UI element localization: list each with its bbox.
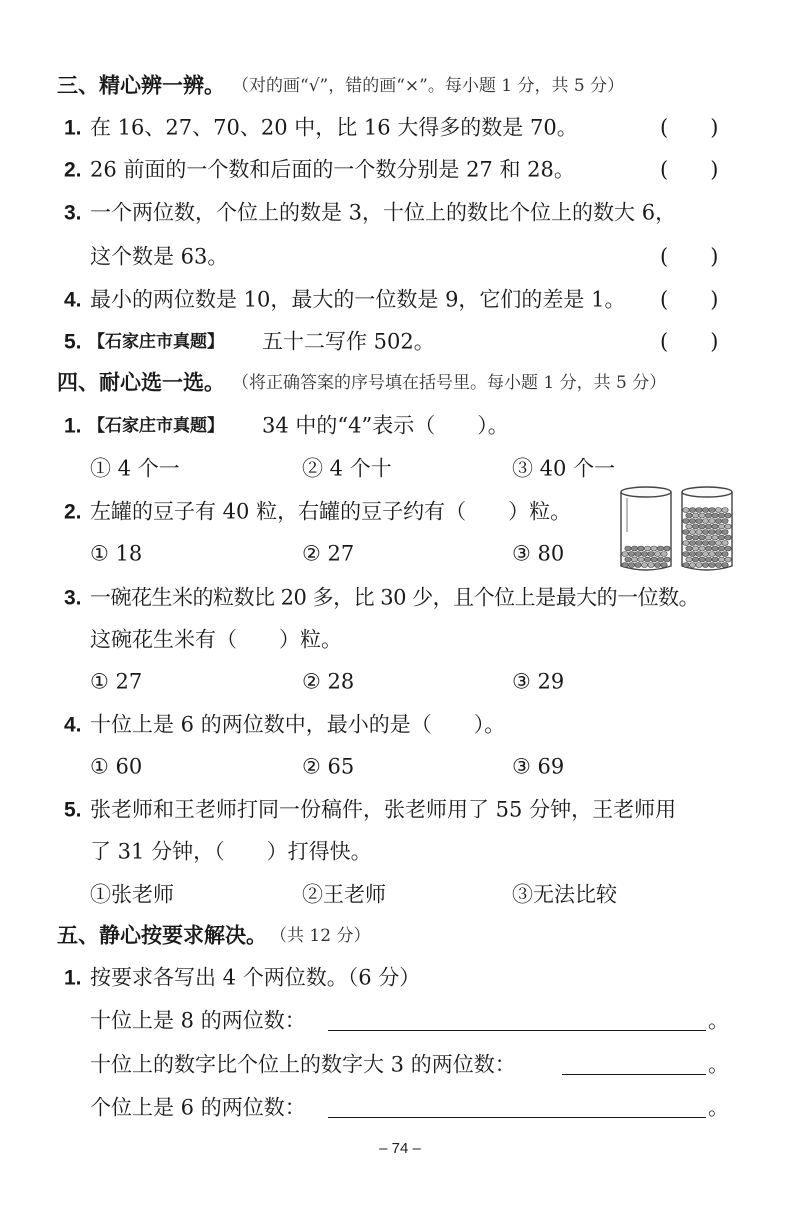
s3-item-5-text: 五十二写作 502。 — [262, 329, 435, 354]
bean — [622, 552, 628, 557]
bean — [705, 524, 711, 529]
s4-item-1-num: 1. — [64, 414, 82, 438]
bean — [696, 552, 702, 557]
s4-item-2-option-3[interactable]: ③ 80 — [512, 541, 565, 566]
bean — [683, 541, 689, 546]
bean — [683, 519, 689, 524]
s5-prompt-3 — [0, 1088, 800, 1128]
bean — [628, 563, 634, 568]
bean — [664, 557, 670, 562]
section5-heading: 五、静心按要求解决。 — [57, 923, 267, 948]
bean — [722, 563, 728, 568]
bean — [709, 508, 715, 513]
bean — [702, 563, 708, 568]
bean — [692, 513, 698, 518]
s5-prompt-1 — [0, 1001, 800, 1041]
s3-item-3-text2: 这个数是 63。 — [90, 244, 229, 269]
s3-item-4-text: 最小的两位数是 10，最大的一位数是 9，它们的差是 1。 — [90, 287, 626, 312]
s4-item-5-option-2[interactable]: ②王老师 — [302, 882, 386, 907]
s4-item-3-num: 3. — [64, 586, 82, 610]
bean — [661, 552, 667, 557]
bean — [635, 552, 641, 557]
bean — [699, 535, 705, 540]
bean — [683, 530, 689, 535]
s4-item-5-option-3[interactable]: ③无法比较 — [512, 882, 617, 907]
bean — [651, 557, 657, 562]
s4-item-2-option-2[interactable]: ② 27 — [302, 541, 355, 566]
s5-item-1-num: 1. — [64, 966, 82, 990]
s4-item-5-text: 张老师和王老师打同一份稿件，张老师用了 55 分钟，王老师用 — [90, 797, 677, 822]
bean — [651, 546, 657, 551]
s4-item-4-text: 十位上是 6 的两位数中，最小的是（ ）。 — [90, 712, 506, 737]
bean — [712, 513, 718, 518]
bean — [692, 557, 698, 562]
s5-prompt-3-label: 个位上是 6 的两位数： — [90, 1095, 306, 1120]
s3-item-4 — [0, 280, 800, 320]
s4-item-1 — [0, 406, 800, 446]
section4-heading: 四、耐心选一选。 — [57, 370, 225, 395]
bean — [661, 563, 667, 568]
bean — [722, 530, 728, 535]
s4-item-5-cont — [0, 832, 800, 872]
left-jar-beans — [622, 546, 670, 568]
left-jar — [621, 487, 671, 570]
bean — [657, 557, 663, 562]
s4-item-1-text: 34 中的“4”表示（ ）。 — [262, 413, 509, 438]
s4-item-3-option-1[interactable]: ① 27 — [90, 669, 143, 694]
bean — [712, 524, 718, 529]
s3-item-4-num: 4. — [64, 288, 82, 312]
s3-item-3-text: 一个两位数，个位上的数是 3，十位上的数比个位上的数大 6， — [90, 200, 677, 225]
s5-prompt-2-label: 十位上的数字比个位上的数字大 3 的两位数： — [90, 1052, 516, 1077]
bean — [635, 563, 641, 568]
bean — [686, 524, 692, 529]
bean — [683, 563, 689, 568]
section4-header — [0, 363, 800, 403]
s4-item-3-option-3[interactable]: ③ 29 — [512, 669, 565, 694]
bean — [641, 563, 647, 568]
bean — [683, 508, 689, 513]
section5-header — [0, 916, 800, 956]
bean — [628, 552, 634, 557]
bean — [722, 519, 728, 524]
bean — [699, 524, 705, 529]
bean — [705, 513, 711, 518]
s3-item-3-answer-paren[interactable]: ( ) — [660, 244, 719, 269]
bean — [709, 541, 715, 546]
bean — [699, 513, 705, 518]
s5-item-1 — [0, 958, 800, 998]
s4-item-5 — [0, 790, 800, 830]
section5-note: （共 12 分） — [270, 925, 371, 946]
s5-prompt-2-period: 。 — [708, 1052, 729, 1077]
s3-item-5-num: 5. — [64, 330, 82, 354]
s5-item-1-text: 按要求各写出 4 个两位数。（6 分） — [90, 965, 421, 990]
s4-item-2-text: 左罐的豆子有 40 粒，右罐的豆子约有（ ）粒。 — [90, 499, 572, 524]
bean — [641, 552, 647, 557]
s3-item-5-source-tag: 【石家庄市真题】 — [88, 331, 224, 352]
s4-item-5-option-1[interactable]: ①张老师 — [90, 882, 174, 907]
s3-item-1 — [0, 108, 800, 148]
s4-item-3-cont — [0, 620, 800, 660]
right-jar — [682, 487, 732, 570]
s3-item-1-num: 1. — [64, 116, 82, 140]
s5-answer-line-1[interactable] — [328, 1030, 706, 1031]
bean — [689, 508, 695, 513]
bean — [648, 563, 654, 568]
bean — [715, 508, 721, 513]
s3-item-3-num: 3. — [64, 201, 82, 225]
bean — [692, 524, 698, 529]
bean — [709, 530, 715, 535]
s4-item-3-options — [0, 662, 800, 702]
bean — [709, 563, 715, 568]
bean — [725, 557, 731, 562]
right-jar-beans — [683, 508, 731, 568]
bean — [715, 519, 721, 524]
bean — [686, 557, 692, 562]
bean — [709, 552, 715, 557]
bean — [689, 541, 695, 546]
bean — [686, 535, 692, 540]
bean — [715, 530, 721, 535]
bean — [696, 508, 702, 513]
bean — [715, 541, 721, 546]
s4-item-1-option-3[interactable]: ③ 40 个一 — [512, 456, 616, 481]
bean — [718, 535, 724, 540]
bean — [702, 508, 708, 513]
bean — [722, 552, 728, 557]
s4-item-1-options — [0, 449, 800, 489]
bean — [725, 535, 731, 540]
bean — [705, 546, 711, 551]
bean — [644, 546, 650, 551]
s3-item-2-answer-paren[interactable]: ( ) — [660, 157, 719, 182]
s3-item-1-text: 在 16、27、70、20 中，比 16 大得多的数是 70。 — [90, 115, 578, 140]
bean — [625, 557, 631, 562]
s4-item-1-option-2[interactable]: ② 4 个十 — [302, 456, 392, 481]
bean — [689, 563, 695, 568]
bean — [654, 552, 660, 557]
bean — [631, 557, 637, 562]
s4-item-4 — [0, 705, 800, 745]
s4-item-2-option-1[interactable]: ① 18 — [90, 541, 143, 566]
s4-item-4-num: 4. — [64, 713, 82, 737]
s3-item-2-num: 2. — [64, 158, 82, 182]
bean — [705, 535, 711, 540]
bean — [702, 530, 708, 535]
s4-item-4-options — [0, 747, 800, 787]
bean — [654, 563, 660, 568]
bean — [631, 546, 637, 551]
bean — [683, 552, 689, 557]
s4-item-2-num: 2. — [64, 500, 82, 524]
s3-item-5 — [0, 322, 800, 362]
bean — [725, 513, 731, 518]
s4-item-5-num: 5. — [64, 798, 82, 822]
bean — [644, 557, 650, 562]
bean — [712, 546, 718, 551]
s4-item-4-option-3[interactable]: ③ 69 — [512, 754, 565, 779]
bean — [689, 530, 695, 535]
bean — [702, 519, 708, 524]
bean — [622, 563, 628, 568]
bean — [699, 557, 705, 562]
bean — [709, 519, 715, 524]
bean — [705, 557, 711, 562]
s3-item-2-text: 26 前面的一个数和后面的一个数分别是 27 和 28。 — [90, 157, 575, 182]
bean-jars-illustration — [618, 484, 738, 576]
bean — [718, 513, 724, 518]
s5-prompt-3-period: 。 — [708, 1095, 729, 1120]
s4-item-3-text2: 这碗花生米有（ ）粒。 — [90, 627, 342, 652]
s3-item-3 — [0, 193, 800, 233]
bean — [702, 541, 708, 546]
bean — [686, 513, 692, 518]
bean — [696, 530, 702, 535]
s4-item-1-source-tag: 【石家庄市真题】 — [88, 415, 224, 436]
s5-prompt-2 — [0, 1045, 800, 1085]
s3-item-5-answer-paren[interactable]: ( ) — [660, 329, 719, 354]
section3-heading: 三、精心辨一辨。 — [57, 73, 225, 98]
section3-header — [0, 66, 800, 106]
bean — [696, 563, 702, 568]
bean — [718, 557, 724, 562]
s4-item-1-option-1[interactable]: ① 4 个一 — [90, 456, 180, 481]
bean — [692, 535, 698, 540]
bean — [625, 546, 631, 551]
bean — [686, 546, 692, 551]
bean — [696, 519, 702, 524]
bean — [722, 508, 728, 513]
bean — [715, 552, 721, 557]
s5-prompt-1-period: 。 — [708, 1008, 729, 1033]
s5-prompt-1-label: 十位上是 8 的两位数： — [90, 1008, 306, 1033]
page-number: – 74 – — [379, 1140, 421, 1157]
bean — [725, 546, 731, 551]
bean — [718, 524, 724, 529]
bean — [725, 524, 731, 529]
bean — [689, 552, 695, 557]
bean — [718, 546, 724, 551]
s3-item-4-answer-paren[interactable]: ( ) — [660, 287, 719, 312]
s4-item-5-options — [0, 875, 800, 915]
bean — [692, 546, 698, 551]
s5-answer-line-2[interactable] — [562, 1074, 706, 1075]
s3-item-1-answer-paren[interactable]: ( ) — [660, 115, 719, 140]
bean — [664, 546, 670, 551]
s4-item-4-option-2[interactable]: ② 65 — [302, 754, 355, 779]
bean — [689, 519, 695, 524]
bean — [657, 546, 663, 551]
bean — [638, 546, 644, 551]
bean — [712, 535, 718, 540]
s5-answer-line-3[interactable] — [328, 1117, 706, 1118]
bean — [712, 557, 718, 562]
section4-note: （将正确答案的序号填在括号里。每小题 1 分，共 5 分） — [232, 372, 667, 393]
bean — [696, 541, 702, 546]
bean — [648, 552, 654, 557]
bean — [715, 563, 721, 568]
s4-item-3-text: 一碗花生米的粒数比 20 多，比 30 少，且个位上是最大的一位数。 — [90, 585, 700, 610]
bean — [722, 541, 728, 546]
bean — [638, 557, 644, 562]
s4-item-3-option-2[interactable]: ② 28 — [302, 669, 355, 694]
section3-note: （对的画“√”，错的画“×”。每小题 1 分，共 5 分） — [232, 75, 625, 96]
bean — [699, 546, 705, 551]
bean — [702, 552, 708, 557]
s4-item-4-option-1[interactable]: ① 60 — [90, 754, 143, 779]
s3-item-3-cont — [0, 237, 800, 277]
s4-item-3 — [0, 578, 800, 618]
s4-item-5-text2: 了 31 分钟，（ ）打得快。 — [90, 839, 372, 864]
s3-item-2 — [0, 150, 800, 190]
